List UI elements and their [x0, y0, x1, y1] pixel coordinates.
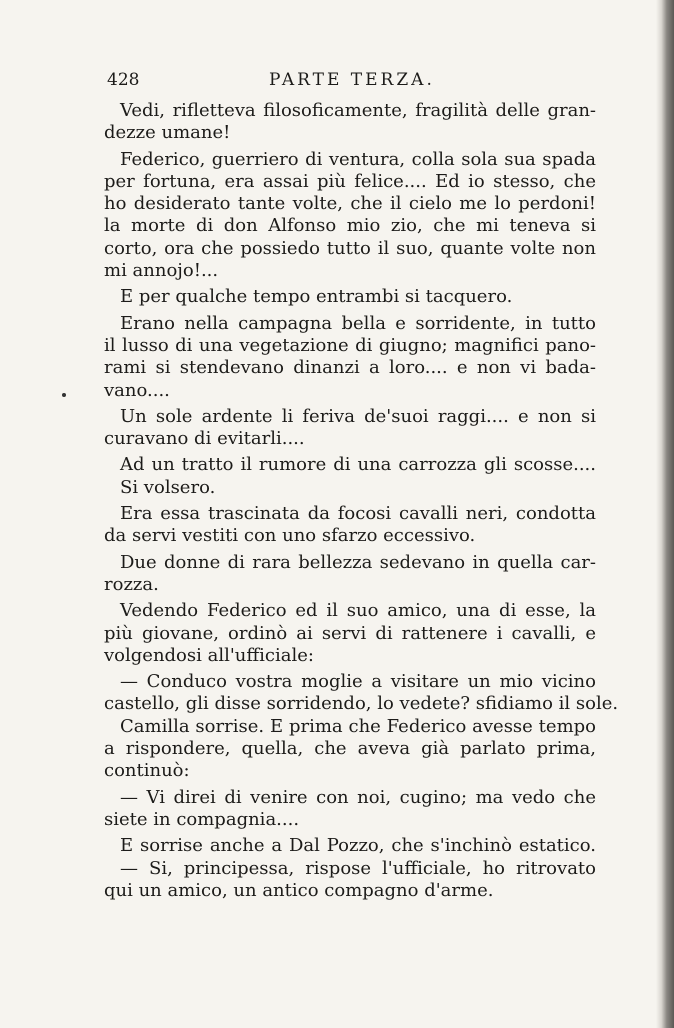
text-line: Camilla sorrise. E prima che Federico avesse tempo	[120, 715, 596, 737]
text-line: — Si, principessa, rispose l'ufficiale, ho ritrovato	[120, 857, 596, 879]
text-line: più giovane, ordinò ai servi di rattenere i cavalli, e	[104, 622, 596, 644]
text-line: Due donne di rara bellezza sedevano in quella car-	[120, 551, 596, 573]
text-line: castello, gli disse sorridendo, lo vedete? sfidiamo il sole.	[104, 693, 619, 715]
page-header	[107, 70, 597, 94]
text-line: Erano nella campagna bella e sorridente, in tutto	[120, 312, 596, 334]
margin-dot	[62, 393, 66, 397]
body-text	[104, 100, 619, 902]
text-line: volgendosi all'ufficiale:	[104, 644, 314, 666]
text-line: Vedendo Federico ed il suo amico, una di esse, la	[120, 600, 596, 622]
text-line: ho desiderato tante volte, che il cielo me lo perdoni!	[104, 193, 596, 215]
text-line: vano....	[104, 379, 170, 401]
text-line: Federico, guerriero di ventura, colla sola sua spada	[120, 148, 596, 170]
text-line: rami si stendevano dinanzi a loro.... e non vi bada-	[104, 357, 596, 379]
text-line: — Conduco vostra moglie a visitare un mio vicino	[120, 671, 596, 693]
page-number: 428	[107, 70, 140, 90]
text-line: a rispondere, quella, che aveva già parlato prima,	[104, 738, 596, 760]
text-line: Un sole ardente li feriva de'suoi raggi.... e non si	[120, 405, 596, 427]
text-line: la morte di don Alfonso mio zio, che mi teneva si	[104, 215, 596, 237]
text-line: corto, ora che possiedo tutto il suo, quante volte non	[104, 237, 596, 259]
text-line: curavano di evitarli....	[104, 428, 305, 450]
text-line: Ad un tratto il rumore di una carrozza gli scosse....	[120, 454, 596, 476]
text-line: continuò:	[104, 760, 190, 782]
text-line: per fortuna, era assai più felice.... Ed io stesso, che	[104, 170, 596, 192]
text-line: E sorrise anche a Dal Pozzo, che s'inchinò estatico.	[120, 835, 596, 857]
page-edge-shadow	[656, 0, 674, 1028]
text-line: qui un amico, un antico compagno d'arme.	[104, 879, 494, 901]
text-line: E per qualche tempo entrambi si tacquero.	[120, 286, 513, 308]
text-line: — Vi direi di venire con noi, cugino; ma vedo che	[120, 786, 596, 808]
text-line: il lusso di una vegetazione di giugno; magnifici pano-	[104, 334, 596, 356]
text-line: dezze umane!	[104, 122, 231, 144]
text-line: Era essa trascinata da focosi cavalli neri, condotta	[120, 503, 596, 525]
text-line: mi annojo!...	[104, 260, 219, 282]
running-title: PARTE TERZA.	[269, 70, 435, 90]
text-line: Vedi, rifletteva filosoficamente, fragilità delle gran-	[120, 100, 596, 121]
text-line: Si volsero.	[120, 476, 216, 498]
text-line: da servi vestiti con uno sfarzo eccessivo.	[104, 525, 476, 547]
text-line: siete in compagnia....	[104, 808, 300, 830]
text-line: rozza.	[104, 573, 159, 595]
